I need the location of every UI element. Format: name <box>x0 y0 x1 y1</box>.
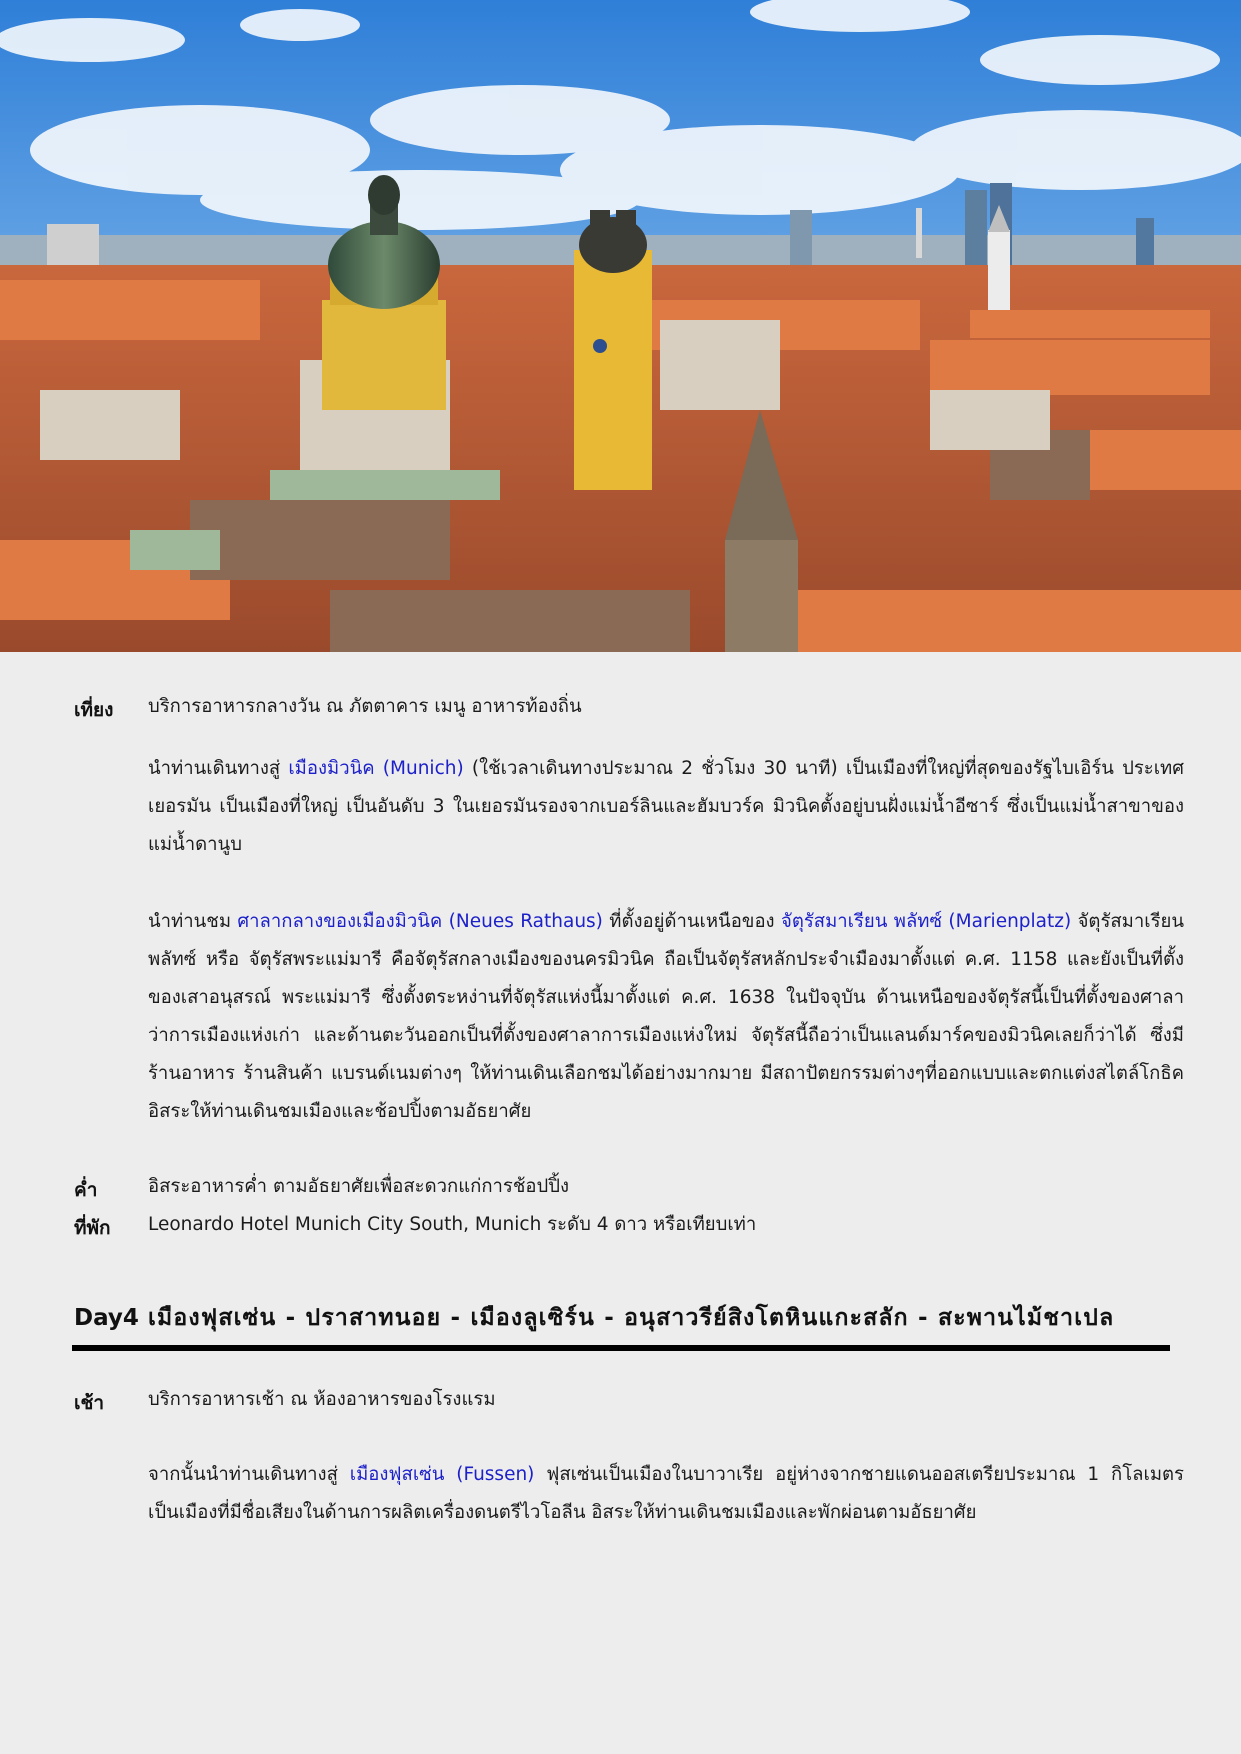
rathaus-highlight: ศาลากลางของเมืองมิวนิค (Neues Rathaus) <box>237 911 603 932</box>
day-divider <box>72 1345 1170 1351</box>
marienplatz-highlight: จัตุรัสมาเรียน พลัทซ์ (Marienplatz) <box>780 911 1072 932</box>
breakfast-label: เช้า <box>74 1392 105 1414</box>
lunch-row <box>74 695 1184 733</box>
fussen-highlight: เมืองฟุสเซ่น (Fussen) <box>349 1464 535 1485</box>
breakfast-text: บริการอาหารเช้า ณ ห้องอาหารของโรงแรม <box>148 1389 496 1410</box>
dinner-label: ค่ำ <box>74 1179 98 1201</box>
hotel-text: Leonardo Hotel Munich City South, Munich ระดับ 4 ดาว หรือเทียบเท่า <box>148 1214 757 1235</box>
hotel-label: ที่พัก <box>74 1217 111 1239</box>
lunch-label: เที่ยง <box>74 699 114 721</box>
dinner-text: อิสระอาหารค่ำ ตามอัธยาศัยเพื่อสะดวกแก่การช้อปปิ้ง <box>148 1176 570 1197</box>
fussen-paragraph: จากนั้นนำท่านเดินทางสู่ เมืองฟุสเซ่น (Fussen) ฟุสเซ่นเป็นเมืองในบาวาเรีย อยู่ห่างจากชายแดนออสเตรียประมาณ 1 กิโลเมตร เป็นเมืองที่มีชื่อเสียงในด้านการผลิตเครื่องดนตรีไวโอลีน อิสระให้ท่านเดินชมเมืองและพักผ่อนตามอัธยาศัย <box>148 1464 1184 1523</box>
day-heading <box>74 1300 1170 1336</box>
rathaus-paragraph: นำท่านชม ศาลากลางของเมืองมิวนิค (Neues Rathaus) ที่ตั้งอยู่ด้านเหนือของ จัตุรัสมาเรียน พลัทซ์ (Marienplatz) จัตุรัสมาเรียน พลัทซ์ หรือ จัตุรัสพระแม่มารี คือจัตุรัสกลางเมืองของนครมิวนิค ถือเป็นจัตุรัสหลักประจำเมืองมาตั้งแต่ ค.ศ. 1158 และยังเป็นที่ตั้งของเสาอนุสรณ์ พระแม่มารี ซึ่งตั้งตระหง่านที่จัตุรัสแห่งนี้มาตั้งแต่ ค.ศ. 1638 ในปัจจุบัน ด้านเหนือของจัตุรัสนี้เป็นที่ตั้งของศาลาว่าการเมืองแห่งเก่า และด้านตะวันออกเป็นที่ตั้งของศาลาการเมืองแห่งใหม่ จัตุรัสนี้ถือว่าเป็นแลนด์มาร์คของมิวนิคเลยก็ว่าได้ ซึ่งมีร้านอาหาร ร้านสินค้า แบรนด์เนมต่างๆ ให้ท่านเดินเลือกชมได้อย่างมากมาย มีสถาปัตยกรรมต่างๆที่ออกแบบและตกแต่งสไตล์โกธิค อิสระให้ท่านเดินชมเมืองและช้อปปิ้งตามอัธยาศัย <box>148 911 1185 1122</box>
munich-paragraph: นำท่านเดินทางสู่ เมืองมิวนิค (Munich) (ใช้เวลาเดินทางประมาณ 2 ชั่วโมง 30 นาที) เป็นเมืองที่ใหญ่ที่สุดของรัฐไบเอิร์น ประเทศเยอรมัน เป็นเมืองที่ใหญ่ เป็นอันดับ 3 ในเยอรมันรองจากเบอร์ลินและฮัมบวร์ค มิวนิคตั้งอยู่บนฝั่งแม่น้ำอีซาร์ ซึ่งเป็นแม่น้ำสาขาของแม่น้ำดานูบ <box>148 758 1184 855</box>
munich-highlight: เมืองมิวนิค (Munich) <box>288 758 464 779</box>
lunch-text: บริการอาหารกลางวัน ณ ภัตตาคาร เมนู อาหารท้องถิ่น <box>148 696 582 717</box>
breakfast-row <box>74 1388 1184 1426</box>
day-title: เมืองฟุสเซ่น - ปราสาทนอย - เมืองลูเซิร์น - อนุสาวรีย์สิงโตหินแกะสลัก - สะพานไม้ชาเปล <box>148 1305 1115 1331</box>
hotel-row <box>74 1213 1184 1251</box>
hero-image <box>0 0 1241 652</box>
day-number: Day4 <box>74 1305 139 1331</box>
